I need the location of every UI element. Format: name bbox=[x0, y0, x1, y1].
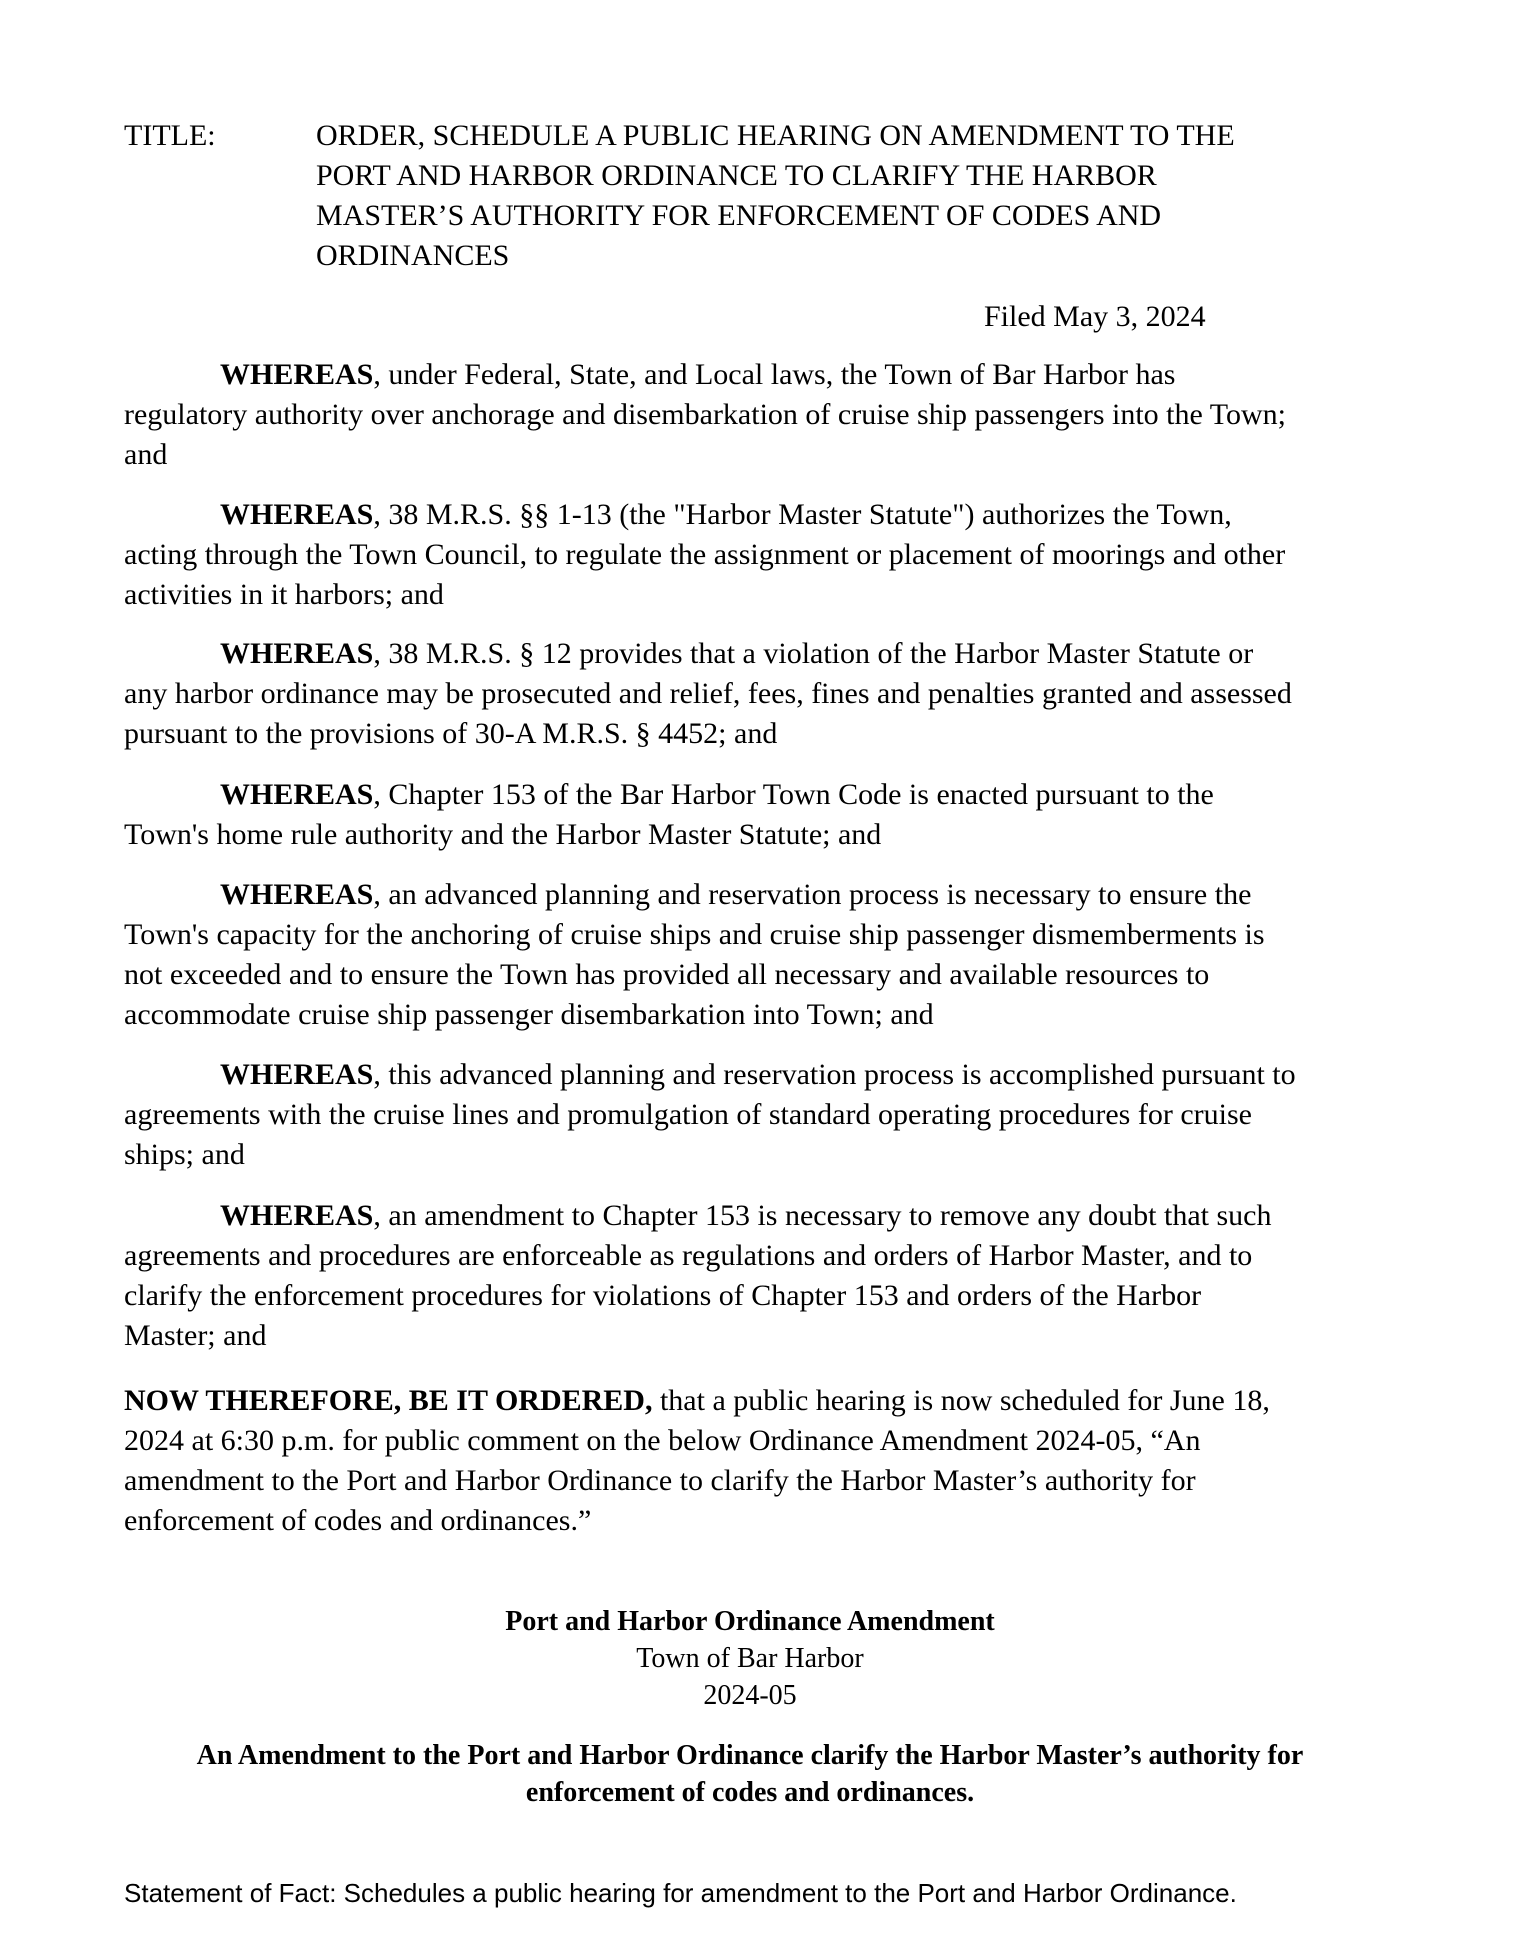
order-text: that a public hearing is now scheduled for June 18, bbox=[652, 1384, 1270, 1417]
whereas-clause-2 bbox=[124, 495, 1374, 615]
order-lead: NOW THEREFORE, BE IT ORDERED, bbox=[124, 1384, 653, 1417]
whereas-text: any harbor ordinance may be prosecuted and relief, fees, fines and penalties granted and assessed bbox=[124, 677, 1292, 710]
title-line: MASTER’S AUTHORITY FOR ENFORCEMENT OF CODES AND bbox=[316, 199, 1162, 232]
order-text: amendment to the Port and Harbor Ordinance to clarify the Harbor Master’s authority for bbox=[124, 1464, 1196, 1497]
whereas-clause-7 bbox=[124, 1196, 1374, 1356]
amendment-town: Town of Bar Harbor bbox=[636, 1643, 864, 1674]
whereas-text: Town's capacity for the anchoring of cruise ships and cruise ship passenger dismemberments is bbox=[124, 918, 1265, 951]
whereas-lead: WHEREAS bbox=[220, 637, 374, 670]
whereas-lead: WHEREAS bbox=[220, 778, 374, 811]
whereas-lead: WHEREAS bbox=[220, 1058, 374, 1091]
whereas-lead: WHEREAS bbox=[220, 878, 374, 911]
whereas-text: , an amendment to Chapter 153 is necessary to remove any doubt that such bbox=[373, 1199, 1272, 1232]
whereas-text: and bbox=[124, 438, 168, 471]
whereas-text: , under Federal, State, and Local laws, the Town of Bar Harbor has bbox=[373, 358, 1176, 391]
title-text bbox=[316, 116, 1346, 276]
title-label: TITLE: bbox=[124, 119, 216, 152]
whereas-lead: WHEREAS bbox=[220, 358, 374, 391]
whereas-text: , this advanced planning and reservation process is accomplished pursuant to bbox=[373, 1058, 1296, 1091]
filed-date: Filed May 3, 2024 bbox=[984, 300, 1206, 333]
statement-of-fact: Statement of Fact: Schedules a public hearing for amendment to the Port and Harbor Ordinance. bbox=[124, 1878, 1237, 1908]
whereas-text: ships; and bbox=[124, 1138, 245, 1171]
whereas-lead: WHEREAS bbox=[220, 498, 374, 531]
whereas-text: activities in it harbors; and bbox=[124, 578, 444, 611]
amendment-heading: Port and Harbor Ordinance Amendment bbox=[505, 1606, 995, 1637]
amendment-subtitle-line: enforcement of codes and ordinances. bbox=[525, 1777, 975, 1808]
whereas-text: Town's home rule authority and the Harbor Master Statute; and bbox=[124, 818, 882, 851]
whereas-clause-1 bbox=[124, 355, 1374, 475]
whereas-clause-5 bbox=[124, 875, 1374, 1035]
whereas-lead: WHEREAS bbox=[220, 1199, 374, 1232]
whereas-clause-4 bbox=[124, 775, 1374, 855]
whereas-text: accommodate cruise ship passenger disembarkation into Town; and bbox=[124, 998, 934, 1031]
whereas-text: pursuant to the provisions of 30-A M.R.S. § 4452; and bbox=[124, 717, 778, 750]
whereas-clause-6 bbox=[124, 1055, 1374, 1175]
order-text: enforcement of codes and ordinances.” bbox=[124, 1504, 592, 1537]
whereas-text: , an advanced planning and reservation process is necessary to ensure the bbox=[373, 878, 1252, 911]
whereas-text: agreements with the cruise lines and promulgation of standard operating procedures for cruise bbox=[124, 1098, 1252, 1131]
whereas-text: , 38 M.R.S. § 12 provides that a violation of the Harbor Master Statute or bbox=[373, 637, 1254, 670]
whereas-text: , Chapter 153 of the Bar Harbor Town Code is enacted pursuant to the bbox=[373, 778, 1214, 811]
whereas-clause-3 bbox=[124, 634, 1374, 754]
order-clause bbox=[124, 1381, 1374, 1541]
whereas-text: agreements and procedures are enforceable as regulations and orders of Harbor Master, and to bbox=[124, 1239, 1253, 1272]
whereas-text: , 38 M.R.S. §§ 1-13 (the "Harbor Master Statute") authorizes the Town, bbox=[373, 498, 1232, 531]
whereas-text: acting through the Town Council, to regulate the assignment or placement of moorings and other bbox=[124, 538, 1286, 571]
amendment-subtitle-line: An Amendment to the Port and Harbor Ordinance clarify the Harbor Master’s authority for bbox=[196, 1740, 1304, 1771]
whereas-text: regulatory authority over anchorage and disembarkation of cruise ship passengers into the Town; bbox=[124, 398, 1287, 431]
whereas-text: clarify the enforcement procedures for violations of Chapter 153 and orders of the Harbor bbox=[124, 1279, 1202, 1312]
whereas-text: Master; and bbox=[124, 1319, 267, 1352]
title-line: PORT AND HARBOR ORDINANCE TO CLARIFY THE HARBOR bbox=[316, 159, 1157, 192]
title-line: ORDER, SCHEDULE A PUBLIC HEARING ON AMENDMENT TO THE bbox=[316, 119, 1235, 152]
title-line: ORDINANCES bbox=[316, 239, 510, 272]
amendment-number: 2024-05 bbox=[703, 1680, 797, 1711]
whereas-text: not exceeded and to ensure the Town has provided all necessary and available resources to bbox=[124, 958, 1210, 991]
order-text: 2024 at 6:30 p.m. for public comment on the below Ordinance Amendment 2024-05, “An bbox=[124, 1424, 1201, 1457]
